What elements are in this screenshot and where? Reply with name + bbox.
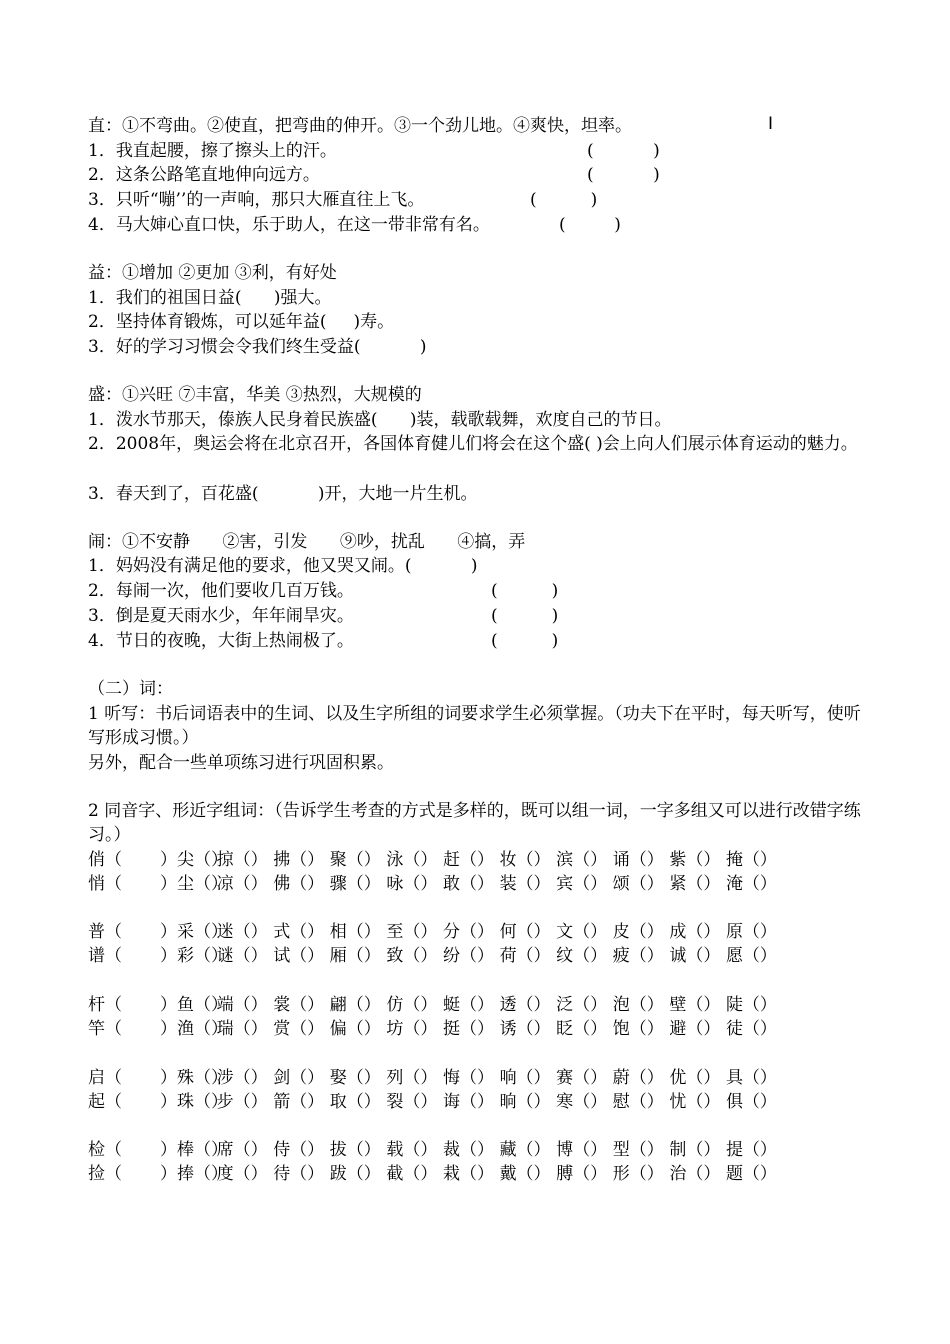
- char-cell[interactable]: 佛（）: [273, 874, 325, 894]
- char-cell[interactable]: 咏（）: [386, 874, 438, 894]
- section-heading-yi: 益：①增加 ②更加 ③利，有好处: [88, 263, 337, 283]
- char-cell[interactable]: 娶（）: [329, 1068, 381, 1088]
- char-cell[interactable]: 疲（）: [612, 946, 664, 966]
- char-cell[interactable]: 泳（）: [386, 850, 438, 870]
- char-cell[interactable]: 妆（）: [499, 850, 551, 870]
- char-cell[interactable]: ）殊（）: [160, 1068, 228, 1088]
- char-cell[interactable]: 藏（）: [499, 1140, 551, 1160]
- char-row: [88, 848, 783, 872]
- char-group: [88, 1066, 783, 1114]
- char-cell[interactable]: 宾（）: [556, 874, 608, 894]
- char-cell[interactable]: ）鱼（）: [160, 995, 228, 1015]
- paragraph-practice: 另外，配合一些单项练习进行巩固积累。: [88, 753, 394, 773]
- char-cell[interactable]: 杆（: [88, 995, 122, 1015]
- exercise-item: 4．马大婶心直口快，乐于助人，在这一带非常有名。: [88, 215, 490, 235]
- char-cell[interactable]: 荷（）: [499, 946, 551, 966]
- answer-blank[interactable]: ( ): [559, 215, 621, 235]
- answer-blank[interactable]: ( ): [491, 631, 559, 651]
- char-cell[interactable]: 相（）: [329, 922, 381, 942]
- char-cell[interactable]: 淹（）: [725, 874, 777, 894]
- char-cell[interactable]: 慰（）: [612, 1092, 664, 1112]
- exercise-item: 1．泼水节那天，傣族人民身着民族盛( )装，载歌载舞，欢度自己的节日。: [88, 410, 672, 430]
- char-row: [88, 1162, 783, 1186]
- char-cell[interactable]: 拂（）: [273, 850, 325, 870]
- char-cell[interactable]: 端（）: [216, 995, 268, 1015]
- char-cell[interactable]: 俱（）: [725, 1092, 777, 1112]
- char-cell[interactable]: 检（: [88, 1140, 122, 1160]
- char-cell[interactable]: 诵（）: [612, 850, 664, 870]
- char-cell[interactable]: 具（）: [725, 1068, 777, 1088]
- char-cell[interactable]: 列（）: [386, 1068, 438, 1088]
- char-cell[interactable]: 剑（）: [273, 1068, 325, 1088]
- char-cell[interactable]: 席（）: [216, 1140, 268, 1160]
- char-cell[interactable]: 蔚（）: [612, 1068, 664, 1088]
- char-cell[interactable]: 厢（）: [329, 946, 381, 966]
- char-cell[interactable]: 侍（）: [273, 1140, 325, 1160]
- char-cell[interactable]: 截（）: [386, 1164, 438, 1184]
- char-cell[interactable]: 皮（）: [612, 922, 664, 942]
- char-row: [88, 1017, 783, 1041]
- char-cell[interactable]: 偏（）: [329, 1019, 381, 1039]
- char-cell[interactable]: 饱（）: [612, 1019, 664, 1039]
- char-cell[interactable]: 徒（）: [725, 1019, 777, 1039]
- char-cell[interactable]: 纹（）: [556, 946, 608, 966]
- char-row: [88, 872, 783, 896]
- char-cell[interactable]: ）采（）: [160, 922, 228, 942]
- char-cell[interactable]: 赶（）: [442, 850, 494, 870]
- char-cell[interactable]: ）渔（）: [160, 1019, 228, 1039]
- exercise-item: 2．2008年，奥运会将在北京召开，各国体育健儿们将会在这个盛( )会上向人们展示体育运动的魅力。: [88, 434, 858, 454]
- char-cell[interactable]: 诚（）: [669, 946, 721, 966]
- char-cell[interactable]: 忧（）: [669, 1092, 721, 1112]
- char-cell[interactable]: 纷（）: [442, 946, 494, 966]
- char-cell[interactable]: 迷（）: [216, 922, 268, 942]
- char-cell[interactable]: 形（）: [612, 1164, 664, 1184]
- char-cell[interactable]: 透（）: [499, 995, 551, 1015]
- char-group: [88, 993, 783, 1041]
- exercise-item: 3．只听“嘣’’的一声响，那只大雁直往上飞。: [88, 190, 425, 210]
- answer-blank[interactable]: ( ): [491, 581, 559, 601]
- char-cell[interactable]: ）捧（）: [160, 1164, 228, 1184]
- char-cell[interactable]: 诲（）: [442, 1092, 494, 1112]
- char-cell[interactable]: 凉（）: [216, 874, 268, 894]
- char-row: [88, 993, 783, 1017]
- char-cell[interactable]: 诱（）: [499, 1019, 551, 1039]
- exercise-item: 1．我直起腰，擦了擦头上的汗。: [88, 141, 337, 161]
- char-cell[interactable]: ）珠（）: [160, 1092, 228, 1112]
- char-cell[interactable]: 竿（: [88, 1019, 122, 1039]
- char-cell[interactable]: 优（）: [669, 1068, 721, 1088]
- char-cell[interactable]: 待（）: [273, 1164, 325, 1184]
- char-cell[interactable]: 跋（）: [329, 1164, 381, 1184]
- char-row: [88, 1066, 783, 1090]
- exercise-item: 2．每闹一次，他们要收几百万钱。: [88, 581, 354, 601]
- exercise-item: 3．春天到了，百花盛( )开，大地一片生机。: [88, 484, 478, 504]
- char-cell[interactable]: 掠（）: [216, 850, 268, 870]
- char-row: [88, 920, 783, 944]
- paragraph-homophones: 2 同音字、形近字组词：（告诉学生考查的方式是多样的，既可以组一词，一字多组又可以进行改错字练习。）: [88, 801, 861, 845]
- char-cell[interactable]: 壁（）: [669, 995, 721, 1015]
- char-cell[interactable]: 题（）: [725, 1164, 777, 1184]
- char-cell[interactable]: 戴（）: [499, 1164, 551, 1184]
- char-row: [88, 1090, 783, 1114]
- char-cell[interactable]: 起（: [88, 1092, 122, 1112]
- char-cell[interactable]: 成（）: [669, 922, 721, 942]
- char-cell[interactable]: 分（）: [442, 922, 494, 942]
- char-cell[interactable]: 提（）: [725, 1140, 777, 1160]
- char-cell[interactable]: 制（）: [669, 1140, 721, 1160]
- char-cell[interactable]: 仿（）: [386, 995, 438, 1015]
- answer-blank[interactable]: ( ): [491, 606, 559, 626]
- char-cell[interactable]: 治（）: [669, 1164, 721, 1184]
- char-cell[interactable]: 至（）: [386, 922, 438, 942]
- char-cell[interactable]: 博（）: [556, 1140, 608, 1160]
- exercise-item: 3．好的学习习惯会令我们终生受益( ): [88, 337, 427, 357]
- char-cell[interactable]: 文（）: [556, 922, 608, 942]
- char-cell[interactable]: 颂（）: [612, 874, 664, 894]
- char-cell[interactable]: ）彩（）: [160, 946, 228, 966]
- char-cell[interactable]: 捡（: [88, 1164, 122, 1184]
- char-cell[interactable]: 普（: [88, 922, 122, 942]
- char-cell[interactable]: 裂（）: [386, 1092, 438, 1112]
- char-cell[interactable]: 装（）: [499, 874, 551, 894]
- char-cell[interactable]: 掩（）: [725, 850, 777, 870]
- char-cell[interactable]: 度（）: [216, 1164, 268, 1184]
- char-cell[interactable]: 骤（）: [329, 874, 381, 894]
- char-cell[interactable]: 挺（）: [442, 1019, 494, 1039]
- char-row: [88, 1138, 783, 1162]
- char-cell[interactable]: ）尘（）: [160, 874, 228, 894]
- char-cell[interactable]: 悄（: [88, 874, 122, 894]
- char-cell[interactable]: 栽（）: [442, 1164, 494, 1184]
- char-cell[interactable]: 载（）: [386, 1140, 438, 1160]
- char-cell[interactable]: 步（）: [216, 1092, 268, 1112]
- char-cell[interactable]: 裳（）: [273, 995, 325, 1015]
- char-cell[interactable]: 拔（）: [329, 1140, 381, 1160]
- char-cell[interactable]: 泛（）: [556, 995, 608, 1015]
- char-cell[interactable]: 眨（）: [556, 1019, 608, 1039]
- char-cell[interactable]: 紧（）: [669, 874, 721, 894]
- char-cell[interactable]: 泡（）: [612, 995, 664, 1015]
- char-cell[interactable]: 致（）: [386, 946, 438, 966]
- char-cell[interactable]: 响（）: [499, 1068, 551, 1088]
- char-cell[interactable]: 晌（）: [499, 1092, 551, 1112]
- char-cell[interactable]: 谱（: [88, 946, 122, 966]
- char-cell[interactable]: 赏（）: [273, 1019, 325, 1039]
- char-cell[interactable]: 型（）: [612, 1140, 664, 1160]
- paragraph-dictation: 1 听写：书后词语表中的生词、以及生字所组的词要求学生必须掌握。（功夫下在平时，每天听写，使听写形成习惯。）: [88, 704, 861, 748]
- char-cell[interactable]: 翩（）: [329, 995, 381, 1015]
- char-cell[interactable]: 避（）: [669, 1019, 721, 1039]
- char-cell[interactable]: 陡（）: [725, 995, 777, 1015]
- part-title: （二）词：: [88, 679, 173, 699]
- answer-blank[interactable]: ( ): [530, 190, 598, 210]
- exercise-item: 2．坚持体育锻炼，可以延年益( )寿。: [88, 312, 395, 332]
- char-row: [88, 944, 783, 968]
- answer-blank[interactable]: ( ): [587, 165, 660, 185]
- char-cell[interactable]: ）棒（）: [160, 1140, 228, 1160]
- section-heading-nao: 闹：①不安静 ②害，引发 ⑨吵，扰乱 ④搞，弄: [88, 532, 526, 552]
- char-cell[interactable]: 启（: [88, 1068, 122, 1088]
- char-cell[interactable]: 涉（）: [216, 1068, 268, 1088]
- char-group: [88, 920, 783, 968]
- exercise-item: 2．这条公路笔直地伸向远方。: [88, 165, 320, 185]
- char-cell[interactable]: 裁（）: [442, 1140, 494, 1160]
- exercise-item: 4．节日的夜晚，大街上热闹极了。: [88, 631, 354, 651]
- char-cell[interactable]: 取（）: [329, 1092, 381, 1112]
- char-cell[interactable]: 悔（）: [442, 1068, 494, 1088]
- char-cell[interactable]: 瑞（）: [216, 1019, 268, 1039]
- char-cell[interactable]: 谜（）: [216, 946, 268, 966]
- char-cell[interactable]: 敢（）: [442, 874, 494, 894]
- char-cell[interactable]: 何（）: [499, 922, 551, 942]
- char-cell[interactable]: 蜓（）: [442, 995, 494, 1015]
- char-cell[interactable]: 试（）: [273, 946, 325, 966]
- char-cell[interactable]: 滨（）: [556, 850, 608, 870]
- char-group: [88, 1138, 783, 1186]
- char-cell[interactable]: 赛（）: [556, 1068, 608, 1088]
- section-heading-sheng: 盛：①兴旺 ⑦丰富，华美 ③热烈，大规模的: [88, 385, 422, 405]
- char-cell[interactable]: 原（）: [725, 922, 777, 942]
- char-cell[interactable]: 箭（）: [273, 1092, 325, 1112]
- char-cell[interactable]: ）尖（）: [160, 850, 228, 870]
- char-cell[interactable]: 式（）: [273, 922, 325, 942]
- section-heading-zhi: 直：①不弯曲。②使直，把弯曲的伸开。③一个劲儿地。④爽快，坦率。: [88, 116, 632, 136]
- char-cell[interactable]: 俏（: [88, 850, 122, 870]
- text-cursor-icon: I: [768, 114, 774, 134]
- char-cell[interactable]: 膊（）: [556, 1164, 608, 1184]
- exercise-item: 1．妈妈没有满足他的要求，他又哭又闹。( ): [88, 556, 478, 576]
- exercise-item: 1．我们的祖国日益( )强大。: [88, 288, 332, 308]
- answer-blank[interactable]: ( ): [587, 141, 660, 161]
- exercise-item: 3．倒是夏天雨水少，年年闹旱灾。: [88, 606, 354, 626]
- char-cell[interactable]: 坊（）: [386, 1019, 438, 1039]
- char-cell[interactable]: 寒（）: [556, 1092, 608, 1112]
- char-group: [88, 848, 783, 896]
- char-cell[interactable]: 紫（）: [669, 850, 721, 870]
- char-cell[interactable]: 愿（）: [725, 946, 777, 966]
- char-cell[interactable]: 聚（）: [329, 850, 381, 870]
